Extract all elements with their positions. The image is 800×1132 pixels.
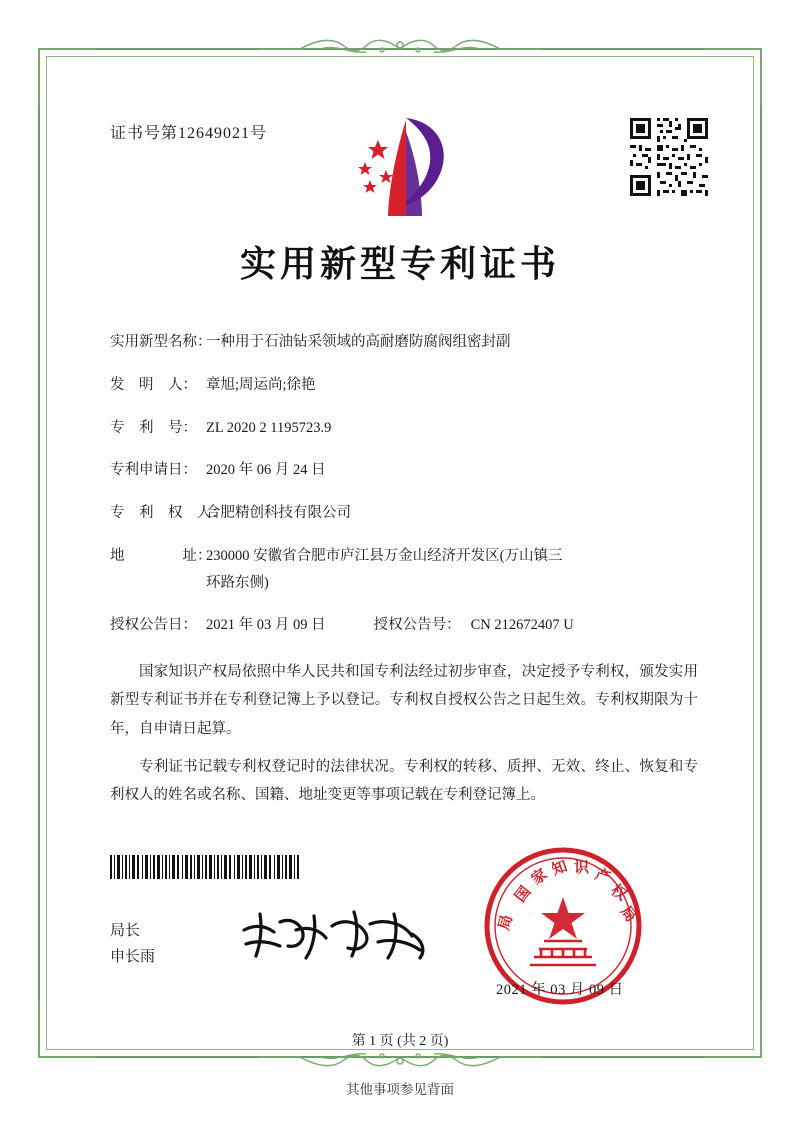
field-row-utility-model-name [110,332,710,354]
field-value: 一种用于石油钻采领域的高耐磨防腐阀组密封副 [206,334,511,350]
top-ornament-icon [260,36,540,62]
certificate-number: 证书号第12649021号 [110,125,268,142]
field-row-patentee [110,503,710,525]
field-value-group [206,546,710,595]
svg-text:识: 识 [574,860,590,876]
field-row-grant-announcement [110,615,710,637]
body-text [110,658,698,819]
footer-note: 其他事项参见背面 [346,1082,454,1097]
field-label-grant-number: 授权公告号： [373,617,461,634]
field-label: 地 址： [110,547,212,564]
field-value: 合肥精创科技有限公司 [206,505,351,521]
barcode-icon [110,855,302,879]
corner-ornament-top-right [704,48,762,106]
field-row-application-date [110,460,710,482]
seal-date: 2021 年 03 月 09 日 [496,982,624,998]
qr-code-icon [630,118,708,196]
svg-text:局: 局 [616,903,639,926]
svg-text:知: 知 [550,858,570,879]
signature-block [110,918,155,971]
corner-ornament-top-left [38,48,96,106]
field-label: 专 利 号： [110,419,197,436]
field-list [110,332,710,653]
field-value-line-2: 环路东侧) [206,574,269,591]
svg-text:国: 国 [512,883,535,906]
cnipa-logo-icon [348,112,460,222]
signature-name: 申长雨 [110,949,156,966]
paragraph-1: 国家知识产权局依照中华人民共和国专利法经过初步审查，决定授予专利权，颁发实用新型专利证书并在专利登记簿上予以登记。专利权自授权公告之日起生效。专利权期限为十年，自申请日起算。 [110,664,698,737]
field-value-grant-number: CN 212672407 U [470,617,574,634]
svg-text:产: 产 [592,866,613,887]
field-value: 章旭;周运尚;徐艳 [206,376,316,393]
field-value: 230000 安徽省合肥市庐江县万金山经济开发区(万山镇三 [206,547,563,564]
field-value: 2020 年 06 月 24 日 [206,462,326,479]
page-title: 实用新型专利证书 [239,244,560,284]
field-value-grant-date: 2021 年 03 月 09 日 [206,617,326,634]
page-number: 第 1 页 (共 2 页) [351,1034,449,1049]
field-label-grant-date: 授权公告日： [110,617,197,634]
field-row-patent-number [110,418,710,440]
field-label: 发 明 人： [110,376,197,393]
field-row-address [110,546,710,595]
handwritten-signature-icon [236,900,436,970]
paragraph-2: 专利证书记载专利权登记时的法律状况。专利权的转移、质押、无效、终止、恢复和专利权人的姓名或名称、国籍、地址变更等事项记载在专利登记簿上。 [110,758,698,804]
field-label: 专利申请日： [110,462,197,479]
signature-role: 局长 [110,923,141,939]
svg-text:家: 家 [528,866,551,889]
field-label: 实用新型名称： [110,334,212,350]
field-row-inventor [110,375,710,397]
svg-text:局: 局 [496,913,516,933]
svg-text:权: 权 [607,882,630,905]
field-value: ZL 2020 2 1195723.9 [206,419,332,436]
field-label: 专 利 权 人： [110,505,226,521]
